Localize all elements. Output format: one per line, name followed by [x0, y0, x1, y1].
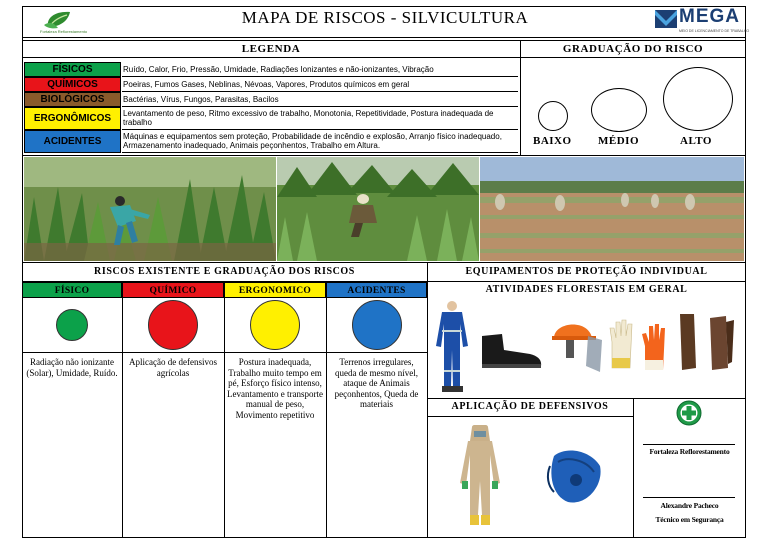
technician-role: Técnico em Segurança — [655, 515, 724, 524]
grad-label-low: BAIXO — [533, 135, 572, 147]
divider — [427, 416, 633, 417]
risk-level-circle-2 — [250, 300, 300, 350]
risk-level-circle-1 — [148, 300, 198, 350]
legend-category-2: BIOLÓGICOS — [24, 92, 121, 107]
company-logo — [40, 9, 90, 35]
legend-description-2: Bactérias, Vírus, Fungos, Parasitas, Bacilos — [122, 92, 518, 107]
epi-subheading: ATIVIDADES FLORESTAIS EM GERAL — [485, 284, 688, 295]
company-logo-text: Fortaleza Reflorestamento — [40, 29, 88, 34]
risk-column-header-3: ACIDENTES — [326, 282, 427, 298]
legend-category-1: QUÍMICOS — [24, 77, 121, 92]
grad-label-high: ALTO — [680, 135, 712, 147]
risk-level-circle-3 — [352, 300, 402, 350]
helmet-with-visor-icon — [548, 316, 604, 374]
low-risk-circle — [538, 101, 568, 131]
leaf-icon — [40, 9, 80, 31]
divider — [326, 298, 327, 538]
signature-line — [643, 444, 735, 445]
respirator-mask-icon — [546, 446, 604, 508]
mega-logo — [655, 6, 750, 36]
divider — [22, 57, 746, 58]
risk-column-header-2: ERGONOMICO — [224, 282, 326, 298]
legend-category-4: ACIDENTES — [24, 130, 121, 153]
high-risk-circle — [663, 67, 733, 131]
technician-name: Alexandre Pacheco — [660, 501, 719, 510]
risk-column-header-1: QUÍMICO — [122, 282, 224, 298]
risks-heading: RISCOS EXISTENTE E GRADUAÇÃO DOS RISCOS — [94, 266, 355, 277]
legend-category-3: ERGONÔMICOS — [24, 107, 121, 130]
medium-risk-circle — [591, 88, 647, 132]
risk-column-header-0: FÍSICO — [22, 282, 122, 298]
spraying-heading: APLICAÇÃO DE DEFENSIVOS — [451, 401, 609, 412]
legend-category-0: FÍSICOS — [24, 62, 121, 77]
planting-area-photo — [480, 157, 744, 261]
coverall-icon — [432, 300, 472, 396]
legend-description-0: Ruído, Calor, Frio, Pressão, Umidade, Radiações Ionizantes e não-ionizantes, Vibração — [122, 62, 518, 77]
signature-line — [643, 497, 735, 498]
legend-description-1: Poeiras, Fumos Gases, Neblinas, Névoas, Vapores, Produtos químicos em geral — [122, 77, 518, 92]
legend-heading: LEGENDA — [241, 43, 301, 55]
mega-logo-icon — [655, 10, 677, 28]
divider — [122, 298, 123, 538]
risk-level-circle-0 — [56, 309, 88, 341]
risk-description-3: Terrenos irregulares, queda de mesmo nível, ataque de Animais peçonhentos, Queda de materiais — [334, 357, 419, 409]
page-title: MAPA DE RISCOS - SILVICULTURA — [241, 8, 529, 27]
leg-guards-icon — [676, 312, 738, 372]
mega-logo-tagline: MEIO DE LICENCIAMENTO DE TRABALHO — [679, 29, 750, 33]
divider — [224, 298, 225, 538]
risk-description-0: Radiação não ionizante (Solar), Umidade, Ruído. — [26, 357, 118, 378]
divider — [520, 40, 521, 155]
epi-heading: EQUIPAMENTOS DE PROTEÇÃO INDIVIDUAL — [465, 266, 708, 277]
rubber-glove-icon — [639, 322, 669, 372]
divider — [22, 352, 427, 353]
company-signature-name: Fortaleza Reflorestamento — [649, 447, 730, 456]
legend-description-3: Levantamento de peso, Ritmo excessivo de trabalho, Monotonia, Repetitividade, Postura inadequada de trabalho — [122, 107, 518, 130]
risk-description-2: Postura inadequada, Trabalho muito tempo em pé, Esforço físico intenso, Levantamento e transporte manual de peso, Movimento repetitivo — [227, 357, 323, 420]
safety-cross-icon — [676, 400, 702, 426]
graduation-heading: GRADUAÇÃO DO RISCO — [562, 43, 704, 55]
chemical-protective-suit-icon — [456, 425, 504, 529]
divider — [22, 37, 746, 38]
cotton-glove-icon — [606, 316, 636, 370]
mega-logo-name: MEGA — [679, 6, 740, 27]
safety-boot-icon — [478, 330, 544, 370]
divider — [22, 155, 746, 156]
worker-in-brush-photo — [24, 157, 276, 261]
risk-description-1: Aplicação de defensivos agrícolas — [129, 357, 217, 378]
worker-in-field-photo — [277, 157, 479, 261]
grad-label-medium: MÉDIO — [598, 135, 639, 147]
legend-description-4: Máquinas e equipamentos sem proteção, Probabilidade de incêndio e explosão, Arranjo físico inadequado, Armazenamento inadequado, Animais peçonhentos, Trabalho em Altura. — [122, 130, 518, 153]
